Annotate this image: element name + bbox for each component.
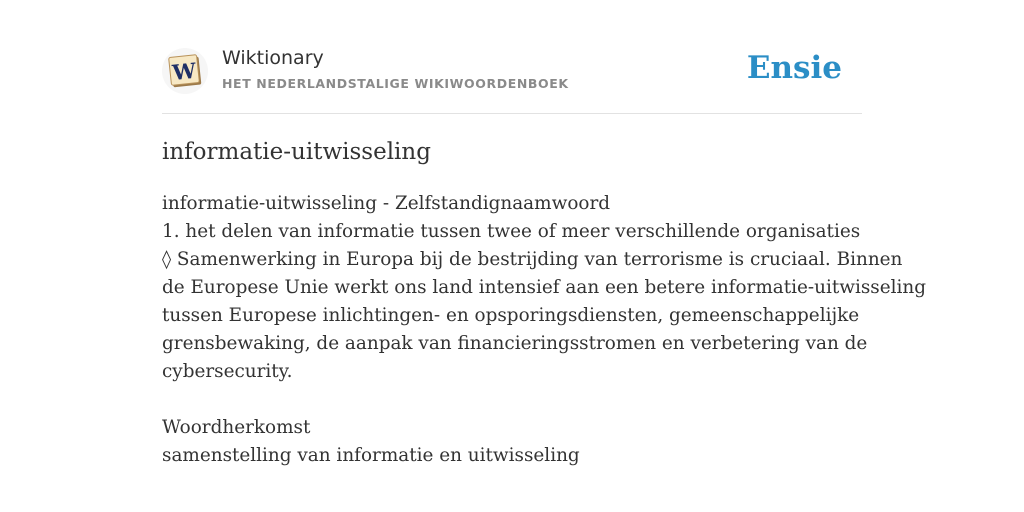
example-line-3: tussen Europese inlichtingen- en opsporingsdiensten, gemeenschappelijke	[162, 305, 860, 326]
etymology-heading: Woordherkomst	[162, 417, 311, 438]
example-line-4: grensbewaking, de aanpak van financieringsstromen en verbetering van de	[162, 333, 868, 354]
brand	[222, 46, 569, 93]
site-header	[162, 44, 862, 98]
entry-definition: 1. het delen van informatie tussen twee of meer verschillende organisaties	[162, 221, 861, 242]
logo-letter: W	[171, 57, 198, 86]
entry-content	[162, 190, 926, 470]
example-line-5: cybersecurity.	[162, 361, 293, 382]
example-line-1: ◊ Samenwerking in Europa bij de bestrijding van terrorisme is cruciaal. Binnen	[162, 249, 903, 270]
etymology-text: samenstelling van informatie en uitwisseling	[162, 445, 580, 466]
example-line-2: de Europese Unie werkt ons land intensief aan een betere informatie-uitwisseling	[162, 277, 926, 298]
wiktionary-tile-icon	[162, 48, 208, 94]
entry-heading: informatie-uitwisseling - Zelfstandignaamwoord	[162, 193, 611, 214]
site-tagline: HET NEDERLANDSTALIGE WIKIWOORDENBOEK	[222, 76, 569, 91]
site-name[interactable]: Wiktionary	[222, 47, 324, 69]
page-title: informatie-uitwisseling	[162, 139, 431, 165]
wiktionary-logo-icon[interactable]	[162, 48, 208, 94]
section-spacer	[162, 386, 874, 414]
ensie-logo-link[interactable]: Ensie	[746, 50, 842, 86]
header-divider	[162, 113, 862, 114]
